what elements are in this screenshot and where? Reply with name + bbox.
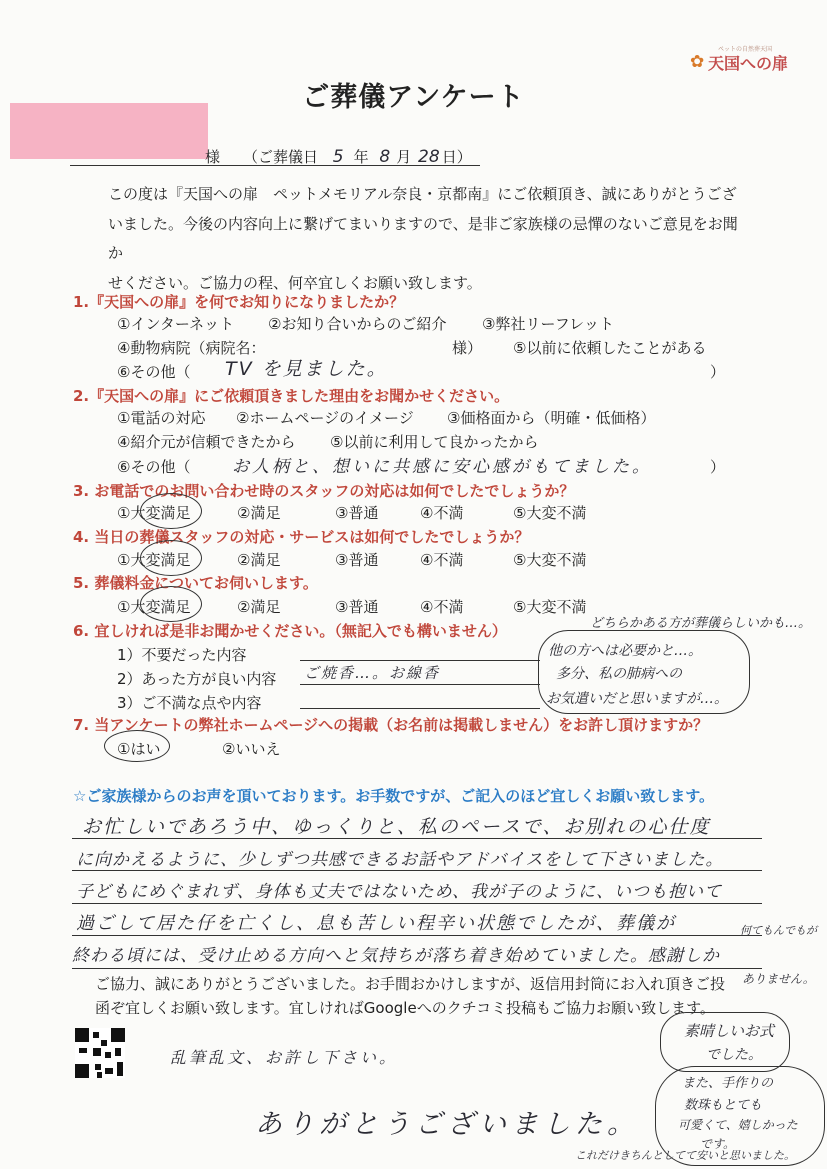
question-6: 6. 宜しければ是非お聞かせください。（無記入でも構いません） (73, 622, 507, 640)
q6-item: 2）あった方が良い内容 (117, 670, 277, 688)
voice-line (72, 903, 762, 904)
q3-option: ④不満 (420, 504, 464, 522)
q6-answer-2: ご焼香…。お線香 (304, 664, 441, 682)
q6-note-b: 他の方へは必要かと…。 (548, 643, 702, 659)
question-5: 5. 葬儀料金についてお伺いします。 (73, 574, 318, 592)
q7-option: ②いいえ (222, 740, 281, 758)
q4-option: ①大変満足 (117, 551, 191, 569)
q1-option: ①インターネット (117, 315, 235, 333)
question-3: 3. お電話でのお問い合わせ時のスタッフの対応は如何でしたでしょうか？ (73, 482, 575, 500)
voice-text: 終わる頃には、受け止める方向へと気持ちが落ち着き始めていました。感謝しか (72, 946, 720, 966)
voices-label: ☆ご家族様からのお声を頂いております。お手数ですが、ご記入のほど宜しくお願い致します。 (73, 787, 715, 805)
q6-note-d: お気遣いだと思いますが…。 (546, 691, 728, 707)
q6-item: 1）不要だった内容 (117, 646, 247, 664)
q4-option: ②満足 (237, 551, 281, 569)
q1-option: ⑤以前に依頼したことがある (513, 339, 707, 357)
q4-option: ⑤大変不満 (513, 551, 587, 569)
q2-option: ③価格面から（明確・低価格） (447, 409, 656, 427)
q6-item: 3）ご不満な点や内容 (117, 694, 262, 712)
q5-option: ⑤大変不満 (513, 598, 587, 616)
q6-line-1 (300, 660, 540, 661)
q1-option: ⑥その他（ (117, 363, 191, 381)
q2-option: ①電話の対応 (117, 409, 206, 427)
funeral-month: 8 (379, 147, 391, 167)
q3-option: ⑤大変不満 (513, 504, 587, 522)
question-1: 1.『天国への扉』を何でお知りになりましたか？ (73, 293, 405, 311)
question-2: 2.『天国への扉』にご依頼頂きました理由をお聞かせください。 (73, 387, 510, 405)
bubble-1-line: でした。 (706, 1047, 762, 1063)
company-logo (690, 44, 802, 74)
q5-option: ①大変満足 (117, 598, 191, 616)
voice-text: 過ごして居た仔を亡くし、息も苦しい程辛い状態でしたが、葬儀が (76, 913, 676, 934)
footer-text (95, 972, 755, 1020)
voice-side-note-2: ありません。 (742, 972, 815, 986)
q3-selection-circle (140, 493, 202, 529)
intro-text (108, 180, 738, 298)
funeral-date (243, 146, 472, 167)
funeral-day: 28 (418, 147, 440, 167)
q6-note-c: 多分、私の肺病への (556, 666, 682, 682)
q6-note-a: どちらかある方が葬儀らしいかも…。 (590, 616, 812, 631)
apology-note: 乱筆乱文、お許し下さい。 (170, 1048, 399, 1067)
day-label: 日） (441, 148, 472, 166)
year-label: 年 (353, 148, 369, 166)
question-7: 7. 当アンケートの弊社ホームページへの掲載（お名前は掲載しません）をお許し頂けますか？ (73, 716, 709, 734)
redacted-name (10, 103, 208, 159)
logo-name: 天国への扉 (708, 54, 789, 73)
voice-text: 子どもにめぐまれず、身体も丈夫ではないため、我が子のように、いつも抱いて (76, 882, 722, 902)
voice-line (72, 968, 762, 969)
q1-option: ③弊社リーフレット (482, 315, 614, 333)
voice-text: お忙しいであろう中、ゆっくりと、私のペースで、お別れの心仕度 (82, 816, 711, 838)
q2-close-paren: ） (710, 458, 726, 476)
q4-selection-circle (140, 540, 202, 576)
bubble-2-line: です。 (700, 1137, 736, 1151)
q2-option: ⑥その他（ (117, 458, 191, 476)
funeral-year: 5 (332, 147, 344, 167)
q3-option: ③普通 (335, 504, 379, 522)
bubble-2-line: また、手作りの (682, 1076, 774, 1091)
q6-line-2 (300, 684, 540, 685)
voice-side-note: 何てもんでもが (740, 924, 817, 937)
q4-option: ④不満 (420, 551, 464, 569)
intro-line: この度は『天国への扉 ペットメモリアル奈良・京都南』にご依頼頂き、誠にありがとうござ (108, 185, 737, 203)
q3-option: ①大変満足 (117, 504, 191, 522)
funeral-date-prefix: （ご葬儀日 (243, 148, 319, 166)
honorific-label: 様 (205, 148, 221, 166)
page-title: ご葬儀アンケート (302, 82, 525, 113)
q5-selection-circle (140, 586, 202, 622)
footer-line: ご協力、誠にありがとうございました。お手間おかけしますが、返信用封筒にお入れ頂きご投 (95, 975, 726, 993)
intro-line: せください。ご協力の程、何卒宜しくお願い致します。 (108, 273, 482, 292)
thanks-note: ありがとうございました。 (255, 1109, 639, 1140)
q2-option: ④紹介元が信頼できたから (117, 433, 296, 451)
q1-option: ②お知り合いからのご紹介 (268, 315, 447, 333)
q4-option: ③普通 (335, 551, 379, 569)
q3-option: ②満足 (237, 504, 281, 522)
footer-line: 函ぞ宜しくお願い致します。宜しければGoogleへのクチコミ投稿もご協力お願い致します。 (95, 999, 715, 1017)
q5-option: ②満足 (237, 598, 281, 616)
q5-option: ③普通 (335, 598, 379, 616)
bubble-2-line: 可愛くて、嬉しかった (678, 1118, 798, 1132)
voice-text: に向かえるように、少しずつ共感できるお話やアドバイスをして下さいました。 (76, 850, 724, 870)
q7-selection-circle (104, 730, 170, 762)
bottom-line-note: これだけきちんとしてて安いと思いました。 (575, 1149, 795, 1162)
month-label: 月 (396, 148, 412, 166)
q2-answer: お人柄と、想いに共感に安心感がもてました。 (232, 457, 652, 477)
q1-answer: TV を見ました。 (225, 358, 388, 380)
q2-option: ⑤以前に利用して良かったから (330, 433, 539, 451)
voice-line (72, 870, 762, 871)
logo-tagline: ペットの自然葬天国 (718, 46, 773, 53)
voice-line (72, 935, 762, 936)
qr-code[interactable] (75, 1028, 125, 1078)
q1-option: 様） (452, 339, 483, 357)
intro-line: いました。今後の内容向上に繋げてまいりますので、是非ご家族様の忌憚のないご意見をお聞か (108, 214, 738, 262)
q2-option: ②ホームページのイメージ (236, 409, 414, 427)
q1-option: ④動物病院（病院名： (117, 339, 266, 357)
logo-flower-icon: ✿ (690, 52, 705, 72)
question-4: 4. 当日の葬儀スタッフの対応・サービスは如何でしたでしょうか？ (73, 528, 530, 546)
bubble-2-line: 数珠もとても (684, 1098, 763, 1113)
q7-option: ①はい (117, 740, 161, 758)
q1-close-paren: ） (710, 363, 726, 381)
bubble-1-line: 素晴しいお式 (684, 1022, 775, 1040)
q6-line-3 (300, 708, 540, 709)
q5-option: ④不満 (420, 598, 464, 616)
